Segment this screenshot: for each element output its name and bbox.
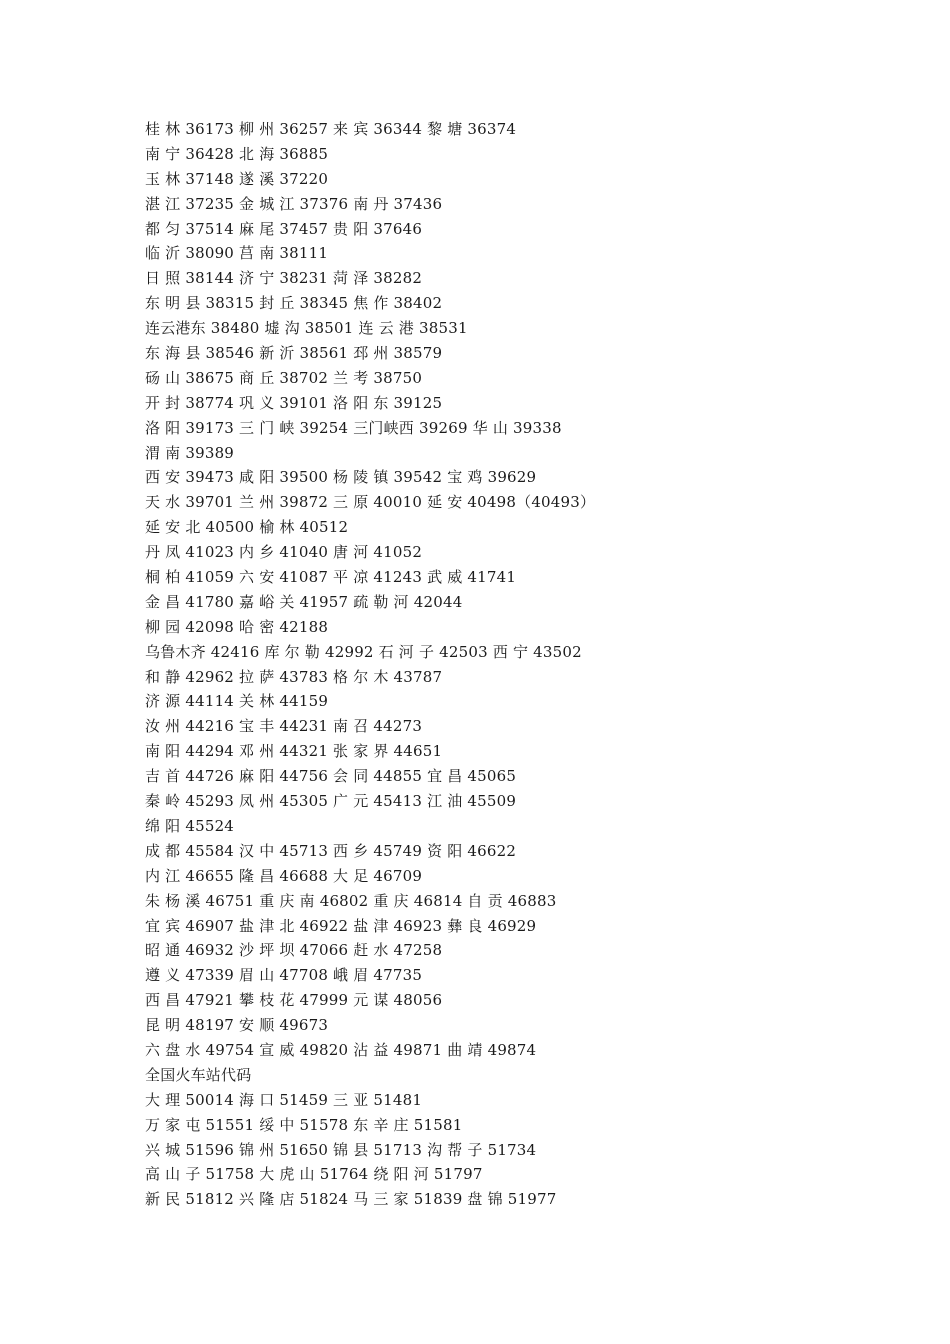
text-line: 湛 江 37235 金 城 江 37376 南 丹 37436 xyxy=(145,194,443,213)
text-line: 临 沂 38090 莒 南 38111 xyxy=(145,244,329,263)
text-line: 开 封 38774 巩 义 39101 洛 阳 东 39125 xyxy=(145,393,443,412)
text-line: 宜 宾 46907 盐 津 北 46922 盐 津 46923 彝 良 46929 xyxy=(145,916,537,935)
text-line: 东 明 县 38315 封 丘 38345 焦 作 38402 xyxy=(145,294,443,313)
text-line: 砀 山 38675 商 丘 38702 兰 考 38750 xyxy=(145,368,423,387)
text-line: 新 民 51812 兴 隆 店 51824 马 三 家 51839 盘 锦 51977 xyxy=(145,1190,557,1209)
section-heading: 全国火车站代码 xyxy=(145,1065,252,1084)
text-line: 西 昌 47921 攀 枝 花 47999 元 谋 48056 xyxy=(145,991,443,1010)
text-line: 南 宁 36428 北 海 36885 xyxy=(145,144,329,163)
text-line: 天 水 39701 兰 州 39872 三 原 40010 延 安 40498（40493） xyxy=(145,493,596,512)
text-line: 渭 南 39389 xyxy=(145,443,235,462)
text-line: 大 理 50014 海 口 51459 三 亚 51481 xyxy=(145,1090,423,1109)
text-line: 遵 义 47339 眉 山 47708 峨 眉 47735 xyxy=(145,966,423,985)
text-line: 兴 城 51596 锦 州 51650 锦 县 51713 沟 帮 子 51734 xyxy=(145,1140,537,1159)
text-line: 昆 明 48197 安 顺 49673 xyxy=(145,1016,329,1035)
text-line: 内 江 46655 隆 昌 46688 大 足 46709 xyxy=(145,866,423,885)
text-line: 桐 柏 41059 六 安 41087 平 凉 41243 武 威 41741 xyxy=(145,568,517,587)
text-line: 昭 通 46932 沙 坪 坝 47066 赶 水 47258 xyxy=(145,941,443,960)
text-line: 绵 阳 45524 xyxy=(145,816,235,835)
text-line: 西 安 39473 咸 阳 39500 杨 陵 镇 39542 宝 鸡 39629 xyxy=(145,468,537,487)
text-line: 吉 首 44726 麻 阳 44756 会 同 44855 宜 昌 45065 xyxy=(145,767,517,786)
text-line: 秦 岭 45293 凤 州 45305 广 元 45413 江 油 45509 xyxy=(145,792,517,811)
text-line: 柳 园 42098 哈 密 42188 xyxy=(145,617,329,636)
text-line: 东 海 县 38546 新 沂 38561 邳 州 38579 xyxy=(145,344,443,363)
text-line: 日 照 38144 济 宁 38231 菏 泽 38282 xyxy=(145,269,423,288)
text-line: 金 昌 41780 嘉 峪 关 41957 疏 勒 河 42044 xyxy=(145,592,463,611)
text-line: 连云港东 38480 墟 沟 38501 连 云 港 38531 xyxy=(145,319,468,338)
text-line: 乌鲁木齐 42416 库 尔 勒 42992 石 河 子 42503 西 宁 43502 xyxy=(145,642,582,661)
text-line: 济 源 44114 关 林 44159 xyxy=(145,692,329,711)
station-code-list xyxy=(145,117,845,1212)
text-line: 高 山 子 51758 大 虎 山 51764 绕 阳 河 51797 xyxy=(145,1165,483,1184)
text-line: 六 盘 水 49754 宣 威 49820 沾 益 49871 曲 靖 49874 xyxy=(145,1040,537,1059)
text-line: 丹 凤 41023 内 乡 41040 唐 河 41052 xyxy=(145,543,423,562)
text-line: 玉 林 37148 遂 溪 37220 xyxy=(145,169,329,188)
text-line: 桂 林 36173 柳 州 36257 来 宾 36344 黎 塘 36374 xyxy=(145,120,517,138)
text-line: 万 家 屯 51551 绥 中 51578 东 辛 庄 51581 xyxy=(145,1115,463,1134)
text-line: 成 都 45584 汉 中 45713 西 乡 45749 资 阳 46622 xyxy=(145,841,517,860)
text-line: 和 静 42962 拉 萨 43783 格 尔 木 43787 xyxy=(145,667,443,686)
text-line: 洛 阳 39173 三 门 峡 39254 三门峡西 39269 华 山 39338 xyxy=(145,418,562,437)
text-line: 南 阳 44294 邓 州 44321 张 家 界 44651 xyxy=(145,742,443,761)
text-line: 延 安 北 40500 榆 林 40512 xyxy=(145,518,349,537)
text-line: 朱 杨 溪 46751 重 庆 南 46802 重 庆 46814 自 贡 46883 xyxy=(145,891,557,910)
text-line: 都 匀 37514 麻 尾 37457 贵 阳 37646 xyxy=(145,219,423,238)
text-line: 汝 州 44216 宝 丰 44231 南 召 44273 xyxy=(145,717,423,736)
